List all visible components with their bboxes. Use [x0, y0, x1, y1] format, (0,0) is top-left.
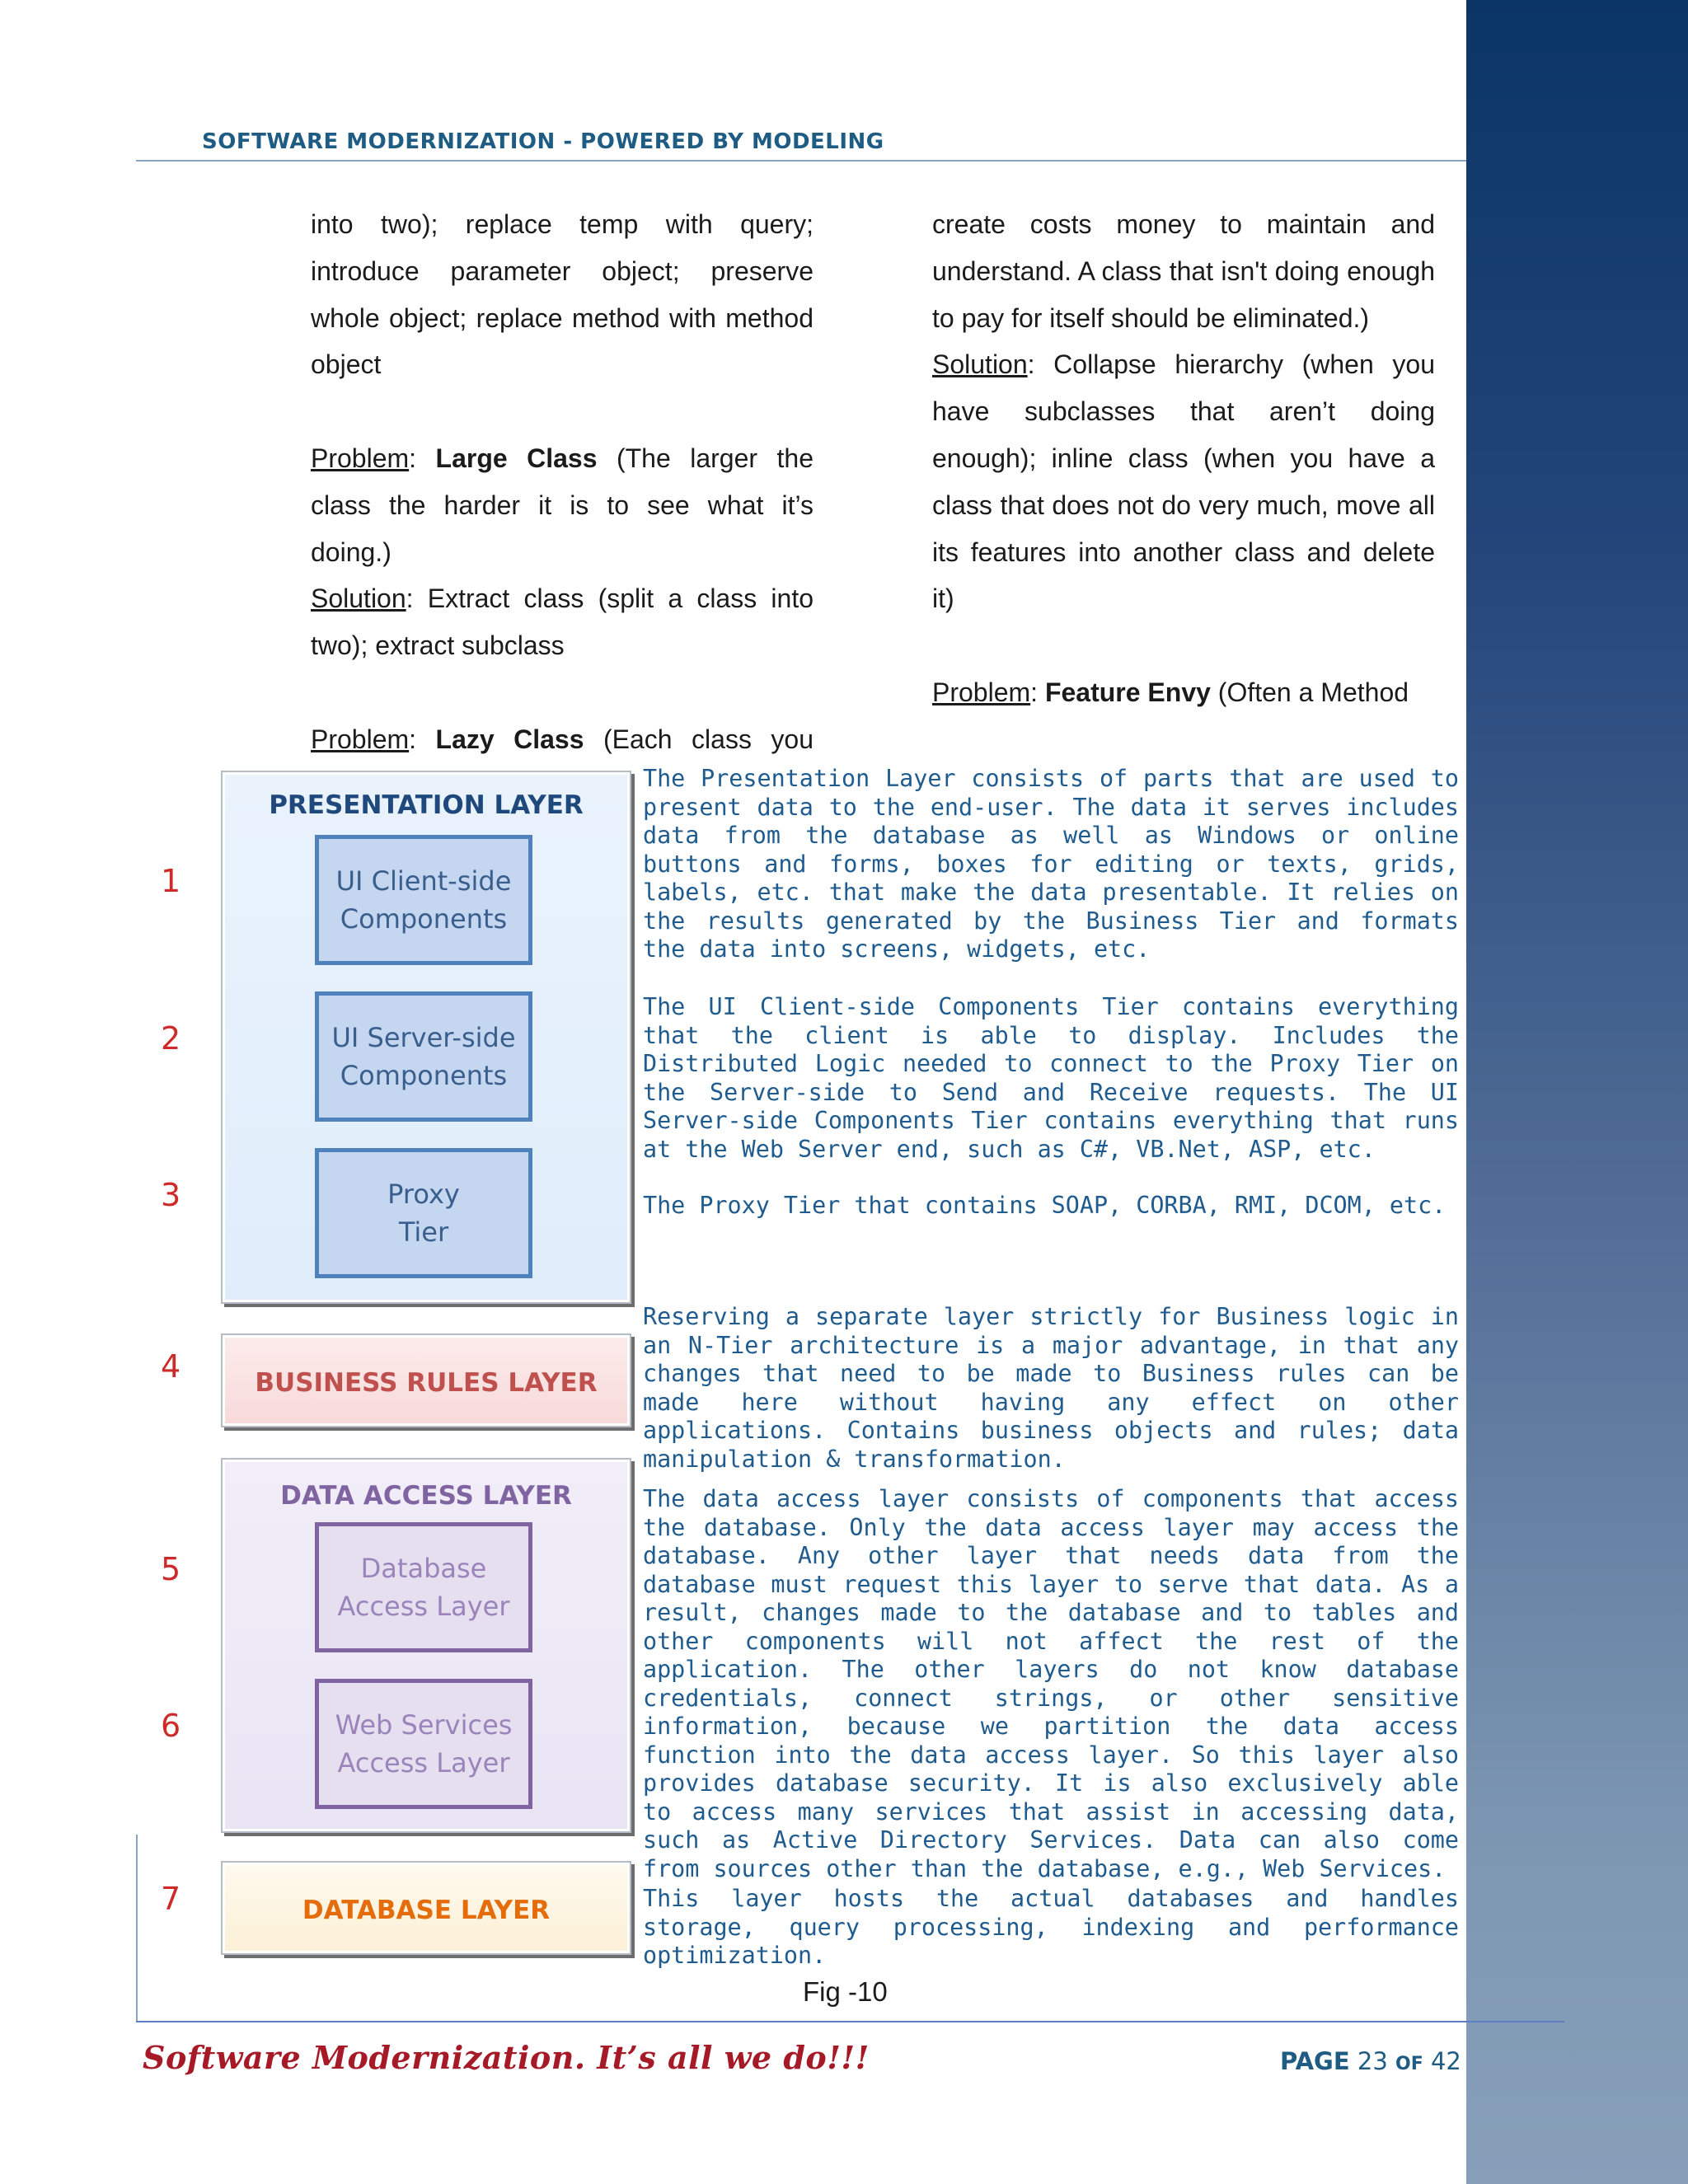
business-rules-layer-title: BUSINESS RULES LAYER [255, 1368, 598, 1398]
layer-number-3: 3 [161, 1177, 181, 1213]
paragraph-gap [311, 669, 814, 716]
smell-description: (Often a Method [1210, 677, 1409, 707]
smell-description: (Each class you [584, 724, 814, 754]
of-label: OF [1395, 2054, 1423, 2074]
left-solution-large-class [311, 575, 814, 669]
proxy-tier-box [315, 1148, 532, 1278]
proxy-tier-description: The Proxy Tier that contains SOAP, CORBA, RMI, DCOM, etc. [643, 1192, 1447, 1219]
smell-name: Feature Envy [1044, 677, 1211, 707]
right-paragraph-feature-envy: Problem: Feature Envy (Often a Method [932, 677, 1409, 707]
database-layer-description: This layer hosts the actual databases and handles storage, query processing, indexing and performance optimization. [643, 1885, 1459, 1969]
page-number [1280, 2047, 1461, 2075]
solution-text: : Extract class (split a class into two); extract subclass [311, 583, 814, 661]
box-label-line: Access Layer [337, 1591, 510, 1622]
box-label-line: Components [340, 1060, 508, 1091]
database-layer-title: DATABASE LAYER [302, 1896, 551, 1925]
header-rule [136, 160, 1466, 162]
problem-label: Problem [311, 443, 410, 473]
box-label-line: Proxy [387, 1179, 460, 1210]
ui-components-description: The UI Client-side Components Tier contains everything that the client is able to display. Includes the Distributed Logic needed to connect to the Proxy Tier on the Server-side to Send and Receive requests. The UI Server-side Components Tier contains everything that runs at the Web Server end, such as C#, VB.Net, ASP, etc. [643, 993, 1459, 1163]
layer-number-2: 2 [161, 1020, 181, 1057]
presentation-layer-panel [221, 771, 631, 1304]
problem-label: Problem [932, 677, 1031, 707]
total-pages: 42 [1430, 2047, 1461, 2075]
box-label-line: Database [360, 1553, 487, 1584]
page-label: PAGE [1280, 2047, 1350, 2075]
solution-label: Solution [311, 583, 406, 614]
data-access-description: The data access layer consists of components that access the database. Only the data access layer may access the database. Any other layer that needs data from the database must request this layer to serve that data. As a result, changes made to the database and to tables and other components will not affect the rest of the application. The other layers do not know database credentials, connect strings, or other sensitive information, because we partition the data access function into the data access layer. So this layer also provides database security. It is also exclusively able to access many services that assist in accessing data, such as Active Directory Services. Data can also come from sources other than the database, e.g., Web Services. [643, 1485, 1459, 1882]
left-text-column [311, 201, 814, 763]
ui-client-components-box [315, 835, 532, 965]
left-paragraph-lazy-class: Problem: Lazy Class (Each class you [311, 724, 814, 754]
box-label-line: Access Layer [337, 1747, 510, 1779]
web-services-access-layer-box [315, 1679, 532, 1809]
left-paragraph-large-class: Problem: Large Class (The larger the class the harder it is to see what it’s doing.) [311, 443, 814, 567]
right-text-column [932, 201, 1435, 716]
current-page: 23 [1357, 2047, 1388, 2075]
solution-text: : Collapse hierarchy (when you have subclasses that aren’t doing enough); inline class (when you have a class that does not do very much, move all its features into another class and delete it) [932, 349, 1435, 614]
left-margin-rule [136, 1835, 138, 2021]
paragraph-gap [311, 388, 814, 435]
data-access-layer-panel [221, 1458, 631, 1833]
layer-number-6: 6 [161, 1708, 181, 1744]
business-rules-layer-panel [221, 1333, 631, 1427]
presentation-layer-title: PRESENTATION LAYER [269, 790, 584, 820]
right-paragraph-1: create costs money to maintain and understand. A class that isn't doing enough to pay for itself should be eliminated.) [932, 209, 1435, 333]
layer-number-7: 7 [161, 1881, 181, 1917]
smell-name: Lazy Class [435, 724, 584, 754]
business-rules-description: Reserving a separate layer strictly for Business logic in an N-Tier architecture is a major advantage, in that any changes that need to be made to Business rules can be made here without having any effect on other applications. Contains business objects and rules; data manipulation & transformation. [643, 1303, 1459, 1473]
box-label-line: UI Server-side [331, 1022, 516, 1053]
layer-number-4: 4 [161, 1348, 181, 1385]
smell-name: Large Class [435, 443, 598, 473]
database-layer-panel [221, 1861, 631, 1955]
right-solution-lazy-class [932, 341, 1435, 622]
paragraph-gap [932, 622, 1435, 669]
data-access-layer-title: DATA ACCESS LAYER [280, 1481, 572, 1511]
layer-number-5: 5 [161, 1551, 181, 1587]
footer-slogan: Software Modernization. It’s all we do!!! [143, 2039, 870, 2076]
left-paragraph-1: into two); replace temp with query; introduce parameter object; preserve whole object; replace method with method object [311, 209, 814, 380]
box-label-line: Web Services [335, 1709, 513, 1741]
box-label-line: Components [340, 903, 508, 935]
presentation-layer-description: The Presentation Layer consists of parts that are used to present data to the end-user. The data it serves includes data from the database as well as Windows or online buttons and forms, boxes for editing or texts, grids, labels, etc. that make the data presentable. It relies on the results generated by the Business Tier and formats the data into screens, widgets, etc. [643, 765, 1459, 963]
side-gradient-band [1466, 0, 1688, 2184]
layer-number-1: 1 [161, 863, 181, 899]
ui-server-components-box [315, 991, 532, 1122]
database-access-layer-box [315, 1522, 532, 1652]
solution-label: Solution [932, 349, 1028, 380]
running-header: SOFTWARE MODERNIZATION - POWERED BY MODELING [202, 129, 884, 154]
problem-label: Problem [311, 724, 410, 754]
smell-description: (The larger the class the harder it is to see what it’s doing.) [311, 443, 814, 567]
footer-rule [136, 2021, 1564, 2022]
box-label-line: UI Client-side [335, 865, 512, 897]
box-label-line: Tier [398, 1216, 449, 1248]
figure-caption: Fig -10 [803, 1976, 888, 2007]
